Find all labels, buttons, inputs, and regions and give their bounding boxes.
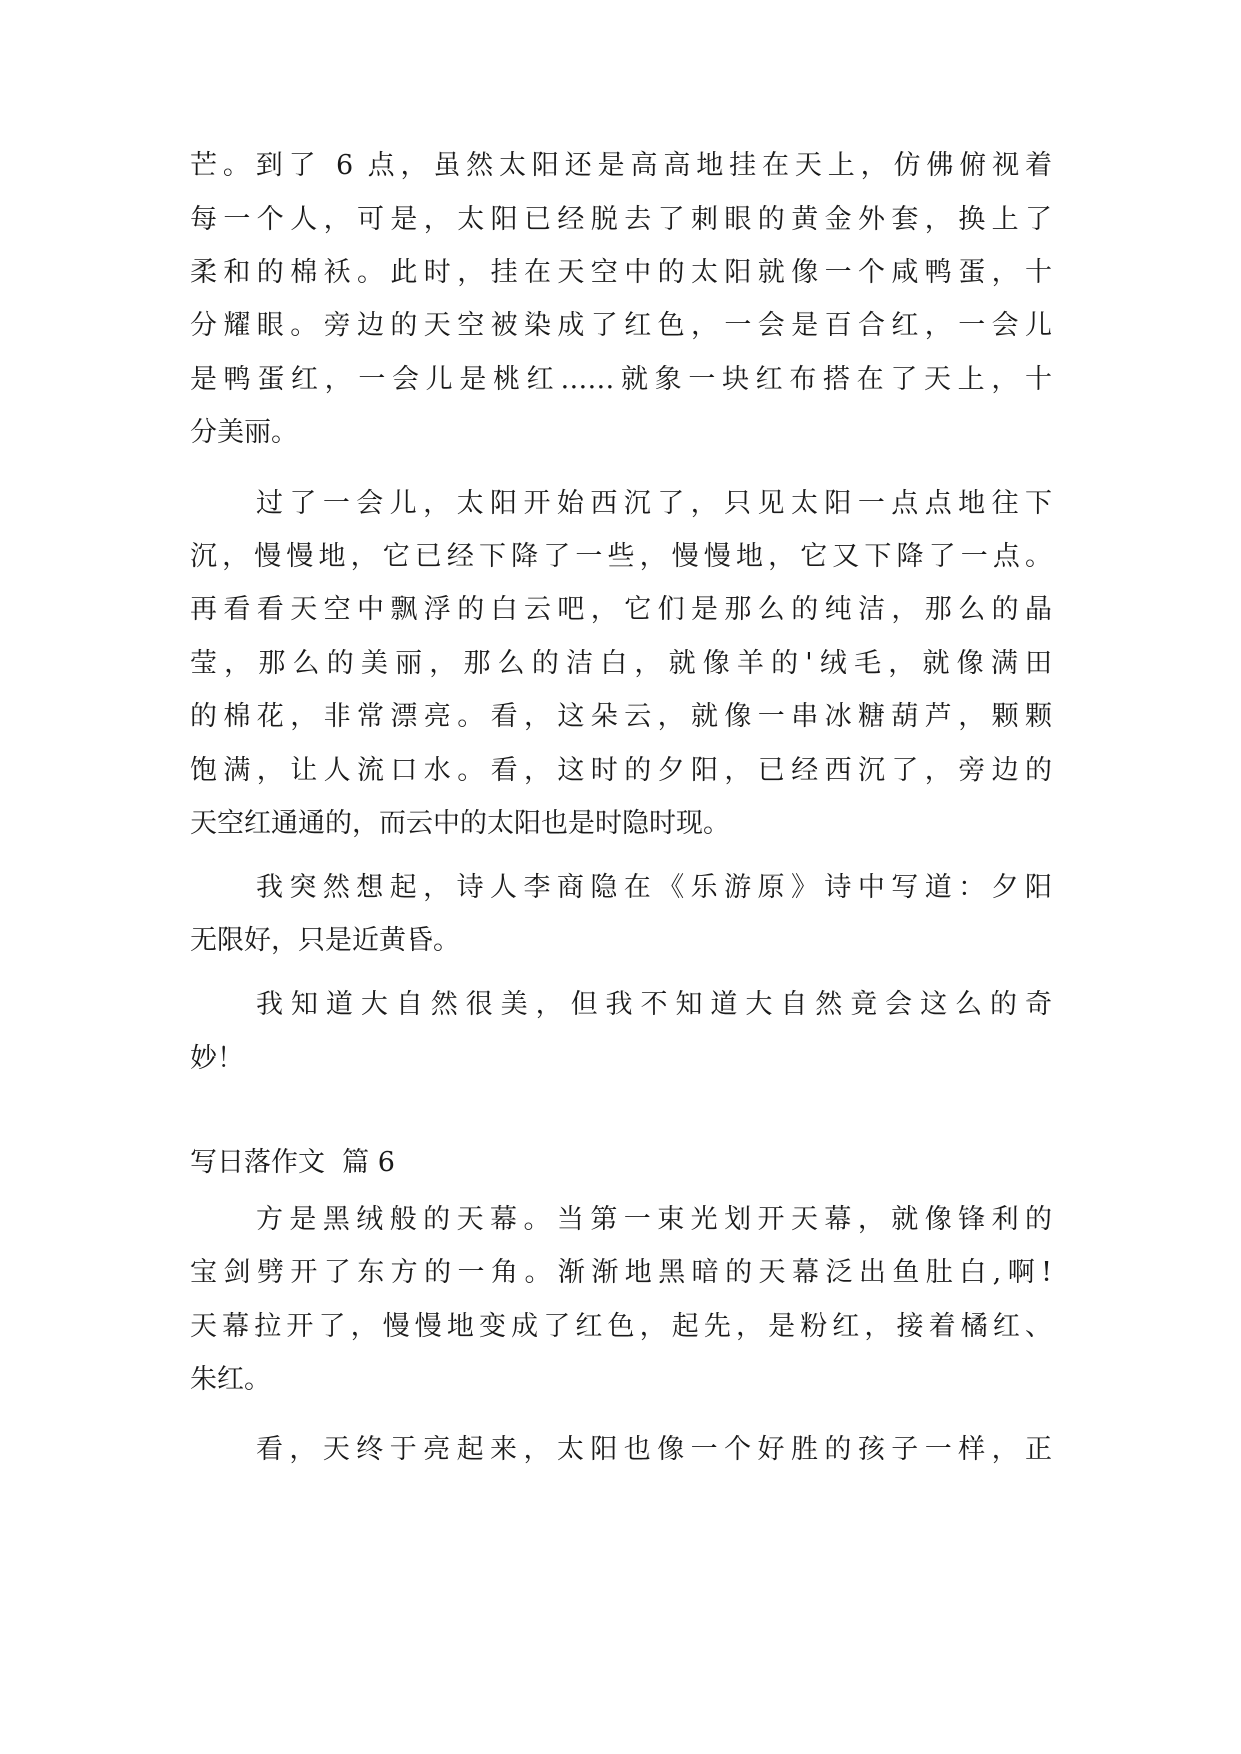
text-line: 莹，那么的美丽，那么的洁白，就像羊的'绒毛，就像满田 <box>190 648 1052 679</box>
text-line: 饱满，让人流口水。看，这时的夕阳，已经西沉了，旁边的 <box>190 755 1052 786</box>
text-line: 宝剑劈开了东方的一角。渐渐地黑暗的天幕泛出鱼肚白,啊! <box>190 1257 1052 1288</box>
text-line: 是鸭蛋红，一会儿是桃红……就象一块红布搭在了天上，十 <box>190 364 1052 395</box>
text-line: 看，天终于亮起来，太阳也像一个好胜的孩子一样，正 <box>256 1434 1052 1465</box>
text-line: 我突然想起，诗人李商隐在《乐游原》诗中写道：夕阳 <box>256 872 1052 903</box>
text-line: 分耀眼。旁边的天空被染成了红色，一会是百合红，一会儿 <box>190 310 1052 341</box>
text-line: 的棉花，非常漂亮。看，这朵云，就像一串冰糖葫芦，颗颗 <box>190 701 1052 732</box>
text-line: 妙！ <box>190 1043 244 1074</box>
text-line: 沉，慢慢地，它已经下降了一些，慢慢地，它又下降了一点。 <box>190 541 1052 572</box>
text-line: 柔和的棉袄。此时，挂在天空中的太阳就像一个咸鸭蛋，十 <box>190 257 1052 288</box>
text-line: 分美丽。 <box>190 417 298 448</box>
text-line: 天空红通通的，而云中的太阳也是时隐时现。 <box>190 808 730 839</box>
text-line: 每一个人，可是，太阳已经脱去了刺眼的黄金外套，换上了 <box>190 204 1052 235</box>
text-line: 无限好，只是近黄昏。 <box>190 925 460 956</box>
section-heading: 写日落作文 篇 6 <box>190 1147 395 1178</box>
text-line: 再看看天空中飘浮的白云吧，它们是那么的纯洁，那么的晶 <box>190 594 1052 625</box>
text-line: 朱红。 <box>190 1364 271 1395</box>
text-line: 方是黑绒般的天幕。当第一束光划开天幕，就像锋利的 <box>256 1204 1052 1235</box>
text-line: 过了一会儿，太阳开始西沉了，只见太阳一点点地往下 <box>256 488 1052 519</box>
text-line: 天幕拉开了，慢慢地变成了红色，起先，是粉红，接着橘红、 <box>190 1311 1052 1342</box>
text-line: 芒。到了 6 点，虽然太阳还是高高地挂在天上，仿佛俯视着 <box>190 150 1052 181</box>
text-line: 我知道大自然很美，但我不知道大自然竟会这么的奇 <box>256 989 1052 1020</box>
